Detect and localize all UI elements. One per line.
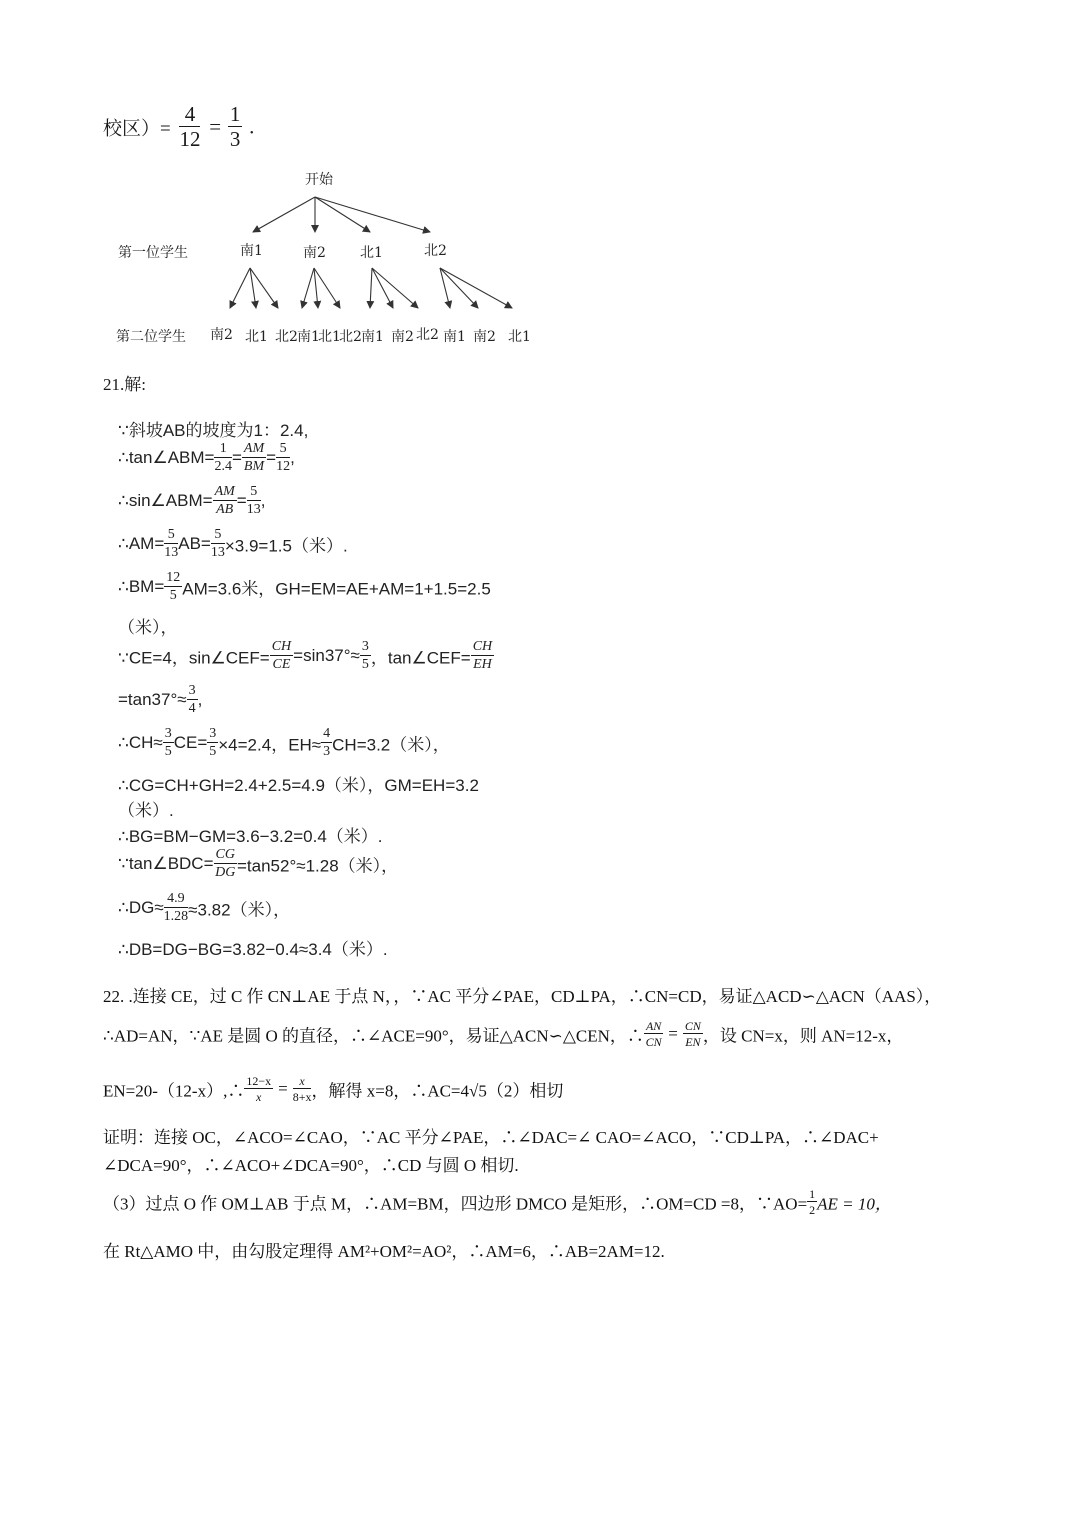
tree-arrow [250, 268, 256, 308]
text-seg: （米）， [118, 618, 178, 637]
frac-num: AM [214, 484, 235, 499]
text-seg: ∴CH≈ [118, 733, 163, 752]
top-fraction-2 [228, 104, 243, 150]
frac-den: 13 [246, 502, 261, 517]
q21-line [118, 485, 265, 517]
frac-num: 1 [229, 102, 241, 126]
q21-line [118, 528, 348, 560]
tree-node-l1: 南1 [240, 243, 263, 259]
text-seg: （米）. [118, 801, 174, 820]
text-seg: , [197, 690, 203, 709]
top-fraction-1 [179, 104, 200, 150]
frac-num: 4 [179, 104, 200, 127]
frac-den: EH [473, 657, 492, 672]
q21-line [118, 416, 308, 441]
tree-arrow [372, 268, 418, 308]
frac-num: 1 [214, 442, 232, 458]
top-prefix: 校区）= [103, 118, 171, 140]
tree-row2-label: 第二位学生 [116, 329, 186, 345]
fraction [276, 442, 290, 474]
fraction [807, 1188, 817, 1216]
frac-den: 8+x [292, 1090, 312, 1104]
q21-line [118, 442, 295, 474]
text-seg: = [278, 1079, 288, 1098]
frac-num: 3 [209, 726, 217, 741]
text-seg: =tan52°≈1.28（米）， [236, 856, 399, 876]
fraction [211, 528, 225, 560]
text-seg: =sin37°≈ [293, 646, 360, 665]
fraction [164, 571, 182, 603]
text-seg: ×4=2.4，EH≈ [218, 735, 322, 755]
tree-arrow [315, 197, 430, 232]
text-seg: （3）过点 O 作 OM⊥AB 于点 M，∴AM=BM，四边形 DMCO 是矩形，∴OM=CD =8，∵AO= [103, 1194, 808, 1214]
fraction [164, 528, 178, 560]
fraction [213, 485, 237, 517]
text-seg: ∵斜坡AB的坡度为1：2.4, [118, 421, 309, 440]
q22-line-3 [103, 1075, 563, 1103]
tree-arrow [440, 268, 512, 308]
tree-arrow [302, 268, 314, 308]
frac-den: 2.4 [214, 459, 232, 474]
frac-den: 3 [229, 127, 241, 151]
q21-line [118, 935, 388, 960]
q21-line [118, 796, 174, 821]
text-seg: ∴CG=CH+GH=2.4+2.5=4.9（米），GM=EH=3.2 [118, 776, 479, 795]
tree-row1-label: 第一位学生 [118, 245, 188, 261]
tree-level1-arrows [253, 197, 430, 232]
q22-line-5: ∠DCA=90°，∴∠ACO+∠DCA=90°，∴CD 与圆 O 相切. [103, 1156, 519, 1175]
fraction [164, 892, 189, 924]
q21-line [118, 684, 202, 716]
frac-den: CE [272, 657, 291, 672]
frac-num: 3 [361, 639, 369, 654]
frac-num: CH [271, 639, 292, 654]
fraction [214, 442, 232, 474]
fraction [293, 1075, 312, 1103]
tree-node-l2: 北2 [275, 329, 298, 345]
frac-num: 4.9 [164, 892, 189, 908]
text-seg: , [290, 448, 295, 467]
frac-num: AN [645, 1019, 662, 1033]
q22-line-2 [103, 1020, 903, 1048]
fraction [683, 1020, 703, 1048]
text-seg: ≈3.82（米）， [188, 900, 291, 920]
q21-line [118, 892, 290, 924]
fraction [321, 727, 332, 759]
frac-den: 13 [210, 545, 225, 560]
frac-num: 12−x [246, 1074, 272, 1088]
top-equation [103, 104, 254, 150]
fraction [244, 1075, 273, 1103]
frac-num: AM [243, 441, 265, 456]
fraction [270, 640, 293, 672]
tree-node-l2: 北2 [339, 329, 362, 345]
tree-node-l1: 北2 [424, 243, 447, 259]
fraction [207, 727, 218, 759]
frac-den: 12 [276, 459, 291, 474]
text-seg: = [231, 448, 242, 467]
frac-num: CH [472, 639, 493, 654]
frac-den: 5 [209, 744, 217, 759]
text-seg: ∴tan∠ABM= [118, 448, 215, 467]
text-seg: ∴AD=AN，∵AE 是圆 O 的直径，∴∠ACE=90°，易证△ACN∽△CEN，∴ [103, 1026, 644, 1046]
probability-tree [0, 160, 540, 360]
q22-line-6 [103, 1188, 892, 1216]
text-seg: ，解得 x=8，∴AC=4√5（2）相切 [311, 1081, 564, 1101]
text-seg: ∵CE=4，sin∠CEF= [118, 648, 270, 668]
q21-line [118, 613, 178, 638]
q22-line-1: 22. .连接 CE，过 C 作 CN⊥AE 于点 N，，∵AC 平分∠PAE，CD⊥PA，∴CN=CD，易证△ACD∽△ACN（AAS）， [103, 987, 942, 1006]
tree-node-l2: 北1 [318, 329, 341, 345]
tree-arrow [250, 268, 278, 308]
text-seg: ∴AM= [118, 534, 165, 553]
tree-root: 开始 [305, 172, 333, 188]
q21-line [118, 848, 398, 880]
frac-num: 5 [211, 528, 225, 544]
frac-num: 3 [188, 683, 196, 698]
text-seg: ∵tan∠BDC= [118, 854, 214, 873]
text-seg: AM=3.6米，GH=EM=AE+AM=1+1.5=2.5 [182, 579, 491, 599]
frac-num: 12 [166, 570, 181, 585]
tree-node-l2: 南1 [443, 329, 466, 345]
frac-den: 12 [179, 127, 201, 151]
text-seg: ∴DG≈ [118, 898, 164, 917]
frac-den: 5 [164, 744, 172, 759]
frac-num: 5 [276, 442, 290, 458]
fraction [644, 1020, 663, 1048]
text-seg: = [668, 1024, 678, 1043]
top-dot: . [249, 114, 255, 139]
tree-node-l2: 北1 [508, 329, 531, 345]
text-seg: , [260, 491, 266, 510]
text-seg: = [266, 448, 277, 467]
fraction [242, 442, 266, 474]
tree-node-l1: 北1 [360, 245, 383, 261]
frac-den: x [256, 1090, 262, 1104]
tree-node-l2: 南2 [391, 329, 414, 345]
q21-line [118, 640, 494, 672]
frac-num: 3 [164, 726, 172, 741]
fraction [247, 485, 261, 517]
fraction [360, 640, 371, 672]
frac-num: 1 [809, 1187, 816, 1201]
text-seg: ∴BM= [118, 577, 165, 596]
text-seg: ∴BG=BM−GM=3.6−3.2=0.4（米）. [118, 827, 383, 846]
text-seg: AB= [178, 534, 211, 553]
tree-node-l2: 南1 [297, 329, 320, 345]
text-seg: AE = 10， [817, 1194, 892, 1214]
frac-num: CG [215, 847, 235, 862]
tree-arrow [230, 268, 250, 308]
text-seg: CE= [173, 733, 208, 752]
text-seg: EN=20-（12-x）,∴ [103, 1081, 245, 1101]
text-seg: CH=3.2（米）， [332, 735, 450, 755]
tree-node-l2: 北2 [416, 327, 439, 343]
top-eq: = [209, 114, 222, 139]
frac-den: 5 [361, 657, 369, 672]
q21-line [118, 771, 479, 796]
frac-den: 2 [809, 1203, 816, 1217]
tree-arrow [370, 268, 372, 308]
frac-num: x [293, 1075, 312, 1089]
q22-line-7: 在 Rt△AMO 中，由勾股定理得 AM²+OM²=AO²，∴AM=6，∴AB=2AM=12. [103, 1242, 665, 1261]
frac-den: CN [645, 1035, 662, 1049]
fraction [163, 727, 174, 759]
tree-node-l2: 南2 [473, 329, 496, 345]
text-seg: ，tan∠CEF= [370, 648, 471, 668]
tree-node-l2: 北1 [245, 329, 268, 345]
tree-node-l2: 南2 [210, 327, 233, 343]
frac-num: 4 [323, 726, 331, 741]
frac-den: 3 [323, 744, 331, 759]
frac-den: 1.28 [163, 909, 189, 924]
frac-num: CN [684, 1019, 701, 1033]
tree-node-l1: 南2 [303, 245, 326, 261]
tree-arrow [440, 268, 478, 308]
text-seg: ∴DB=DG−BG=3.82−0.4≈3.4（米）. [118, 940, 388, 959]
text-seg: ×3.9=1.5（米）. [224, 536, 348, 556]
frac-den: BM [243, 459, 265, 474]
tree-level2-arrows [230, 268, 512, 308]
text-seg: = [236, 491, 247, 510]
tree-arrow [253, 197, 315, 232]
fraction [471, 640, 494, 672]
frac-den: AB [216, 502, 234, 517]
tree-node-l2: 南1 [361, 329, 384, 345]
q22-line-4: 证明：连接 OC，∠ACO=∠CAO，∵AC 平分∠PAE，∴∠DAC=∠ CAO=∠ACO，∵CD⊥PA，∴∠DAC+ [103, 1128, 879, 1147]
q21-title: 21.解: [103, 375, 146, 394]
frac-den: 4 [188, 701, 196, 716]
frac-den: 5 [169, 588, 177, 603]
frac-num: 5 [164, 528, 178, 544]
frac-den: EN [685, 1035, 701, 1049]
q21-line [118, 727, 450, 759]
fraction [187, 684, 198, 716]
text-seg: ∴sin∠ABM= [118, 491, 213, 510]
frac-den: DG [215, 865, 236, 880]
q21-line [118, 571, 491, 603]
tree-arrow [372, 268, 393, 308]
tree-arrow [315, 197, 370, 232]
frac-den: 13 [164, 545, 179, 560]
text-seg: ，设 CN=x，则 AN=12-x， [702, 1026, 904, 1046]
text-seg: =tan37°≈ [118, 690, 187, 709]
fraction [214, 848, 237, 880]
frac-num: 5 [247, 485, 261, 501]
q21-line [118, 822, 383, 847]
